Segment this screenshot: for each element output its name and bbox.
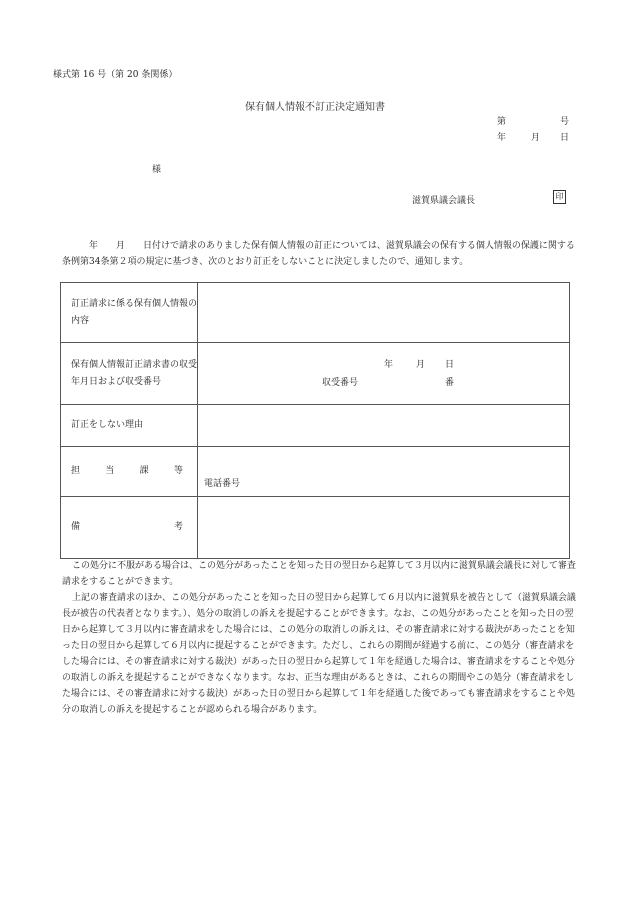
receipt-number-suffix: 番: [445, 378, 455, 388]
label-char: 考: [173, 522, 183, 532]
row-value-reason[interactable]: [198, 405, 570, 447]
decision-table: [60, 282, 570, 559]
label-char: 等: [173, 466, 183, 476]
number-prefix: 第: [497, 117, 507, 127]
notes-section: [62, 558, 582, 718]
sender-name: 滋賀県議会議長: [412, 196, 476, 206]
label-char: 当: [105, 466, 115, 476]
row-label-receipt: 保有個人情報訂正請求書の収受年月日および収受番号: [61, 343, 198, 405]
note-paragraph: この処分に不服がある場合は、この処分があったことを知った日の翌日から起算して３月以内に滋賀県議会議長に対して審査請求をすることができます。: [62, 561, 576, 587]
label-char: 備: [71, 522, 81, 532]
issue-day-label: 日: [559, 133, 569, 143]
issue-year-label: 年: [497, 133, 507, 143]
form-number: 様式第 16 号（第 20 条関係）: [53, 70, 178, 80]
table-row: [61, 343, 570, 405]
row-label-content: 訂正請求に係る保有個人情報の内容: [61, 283, 198, 343]
table-row: [61, 497, 570, 559]
label-char: 担: [71, 466, 81, 476]
row-label-department: [61, 447, 198, 497]
document-title: 保有個人情報不訂正決定通知書: [245, 102, 385, 113]
document-number-line: [497, 114, 569, 127]
issue-month-label: 月: [531, 133, 541, 143]
receipt-year-label: 年: [384, 360, 394, 370]
receipt-number-label: 収受番号: [322, 378, 359, 388]
receipt-day-label: 日: [444, 360, 454, 370]
row-label-remarks: [61, 497, 198, 559]
addressee-suffix: 様: [152, 165, 162, 175]
table-row: [61, 283, 570, 343]
row-value-receipt[interactable]: [198, 343, 570, 405]
label-char: 課: [139, 466, 149, 476]
receipt-month-label: 月: [416, 360, 426, 370]
row-value-remarks[interactable]: [198, 497, 570, 559]
intro-paragraph: 年 月 日付けで請求のありました保有個人情報の訂正については、滋賀県議会の保有する個人情報の保護に関する条例第34条第２項の規定に基づき、次のとおり訂正をしないことに決定しましたので、通知します。: [62, 241, 575, 267]
table-row: [61, 447, 570, 497]
table-row: [61, 405, 570, 447]
row-label-reason: 訂正をしない理由: [61, 405, 198, 447]
row-value-content[interactable]: [198, 283, 570, 343]
seal-mark: 印: [553, 190, 566, 204]
phone-number-label: 電話番号: [204, 479, 241, 489]
number-suffix: 号: [559, 117, 569, 127]
note-paragraph: 上記の審査請求のほか、この処分があったことを知った日の翌日から起算して６月以内に滋賀県を被告として（滋賀県議会議長が被告の代表者となります。）、処分の取消しの訴えを提起することができます。なお、この処分があったことを知った日の翌日から起算して３月以内に審査請求をした場合には、この処分の取消しの訴えは、その審査請求に対する裁決があったことを知った日の翌日から起算して６月以内に提起することができます。ただし、これらの期間が経過する前に、この処分（審査請求をした場合には、その審査請求に対する裁決）があった日の翌日から起算して１年を経過した場合は、審査請求をすることや処分の取消しの訴えを提起することができなくなります。なお、正当な理由があるときは、これらの期間やこの処分（審査請求をした場合には、その審査請求に対する裁決）があった日の翌日から起算して１年を経過した後であっても審査請求をすることや処分の取消しの訴えを提起することが認められる場合があります。: [62, 593, 576, 715]
row-value-department[interactable]: [198, 447, 570, 497]
